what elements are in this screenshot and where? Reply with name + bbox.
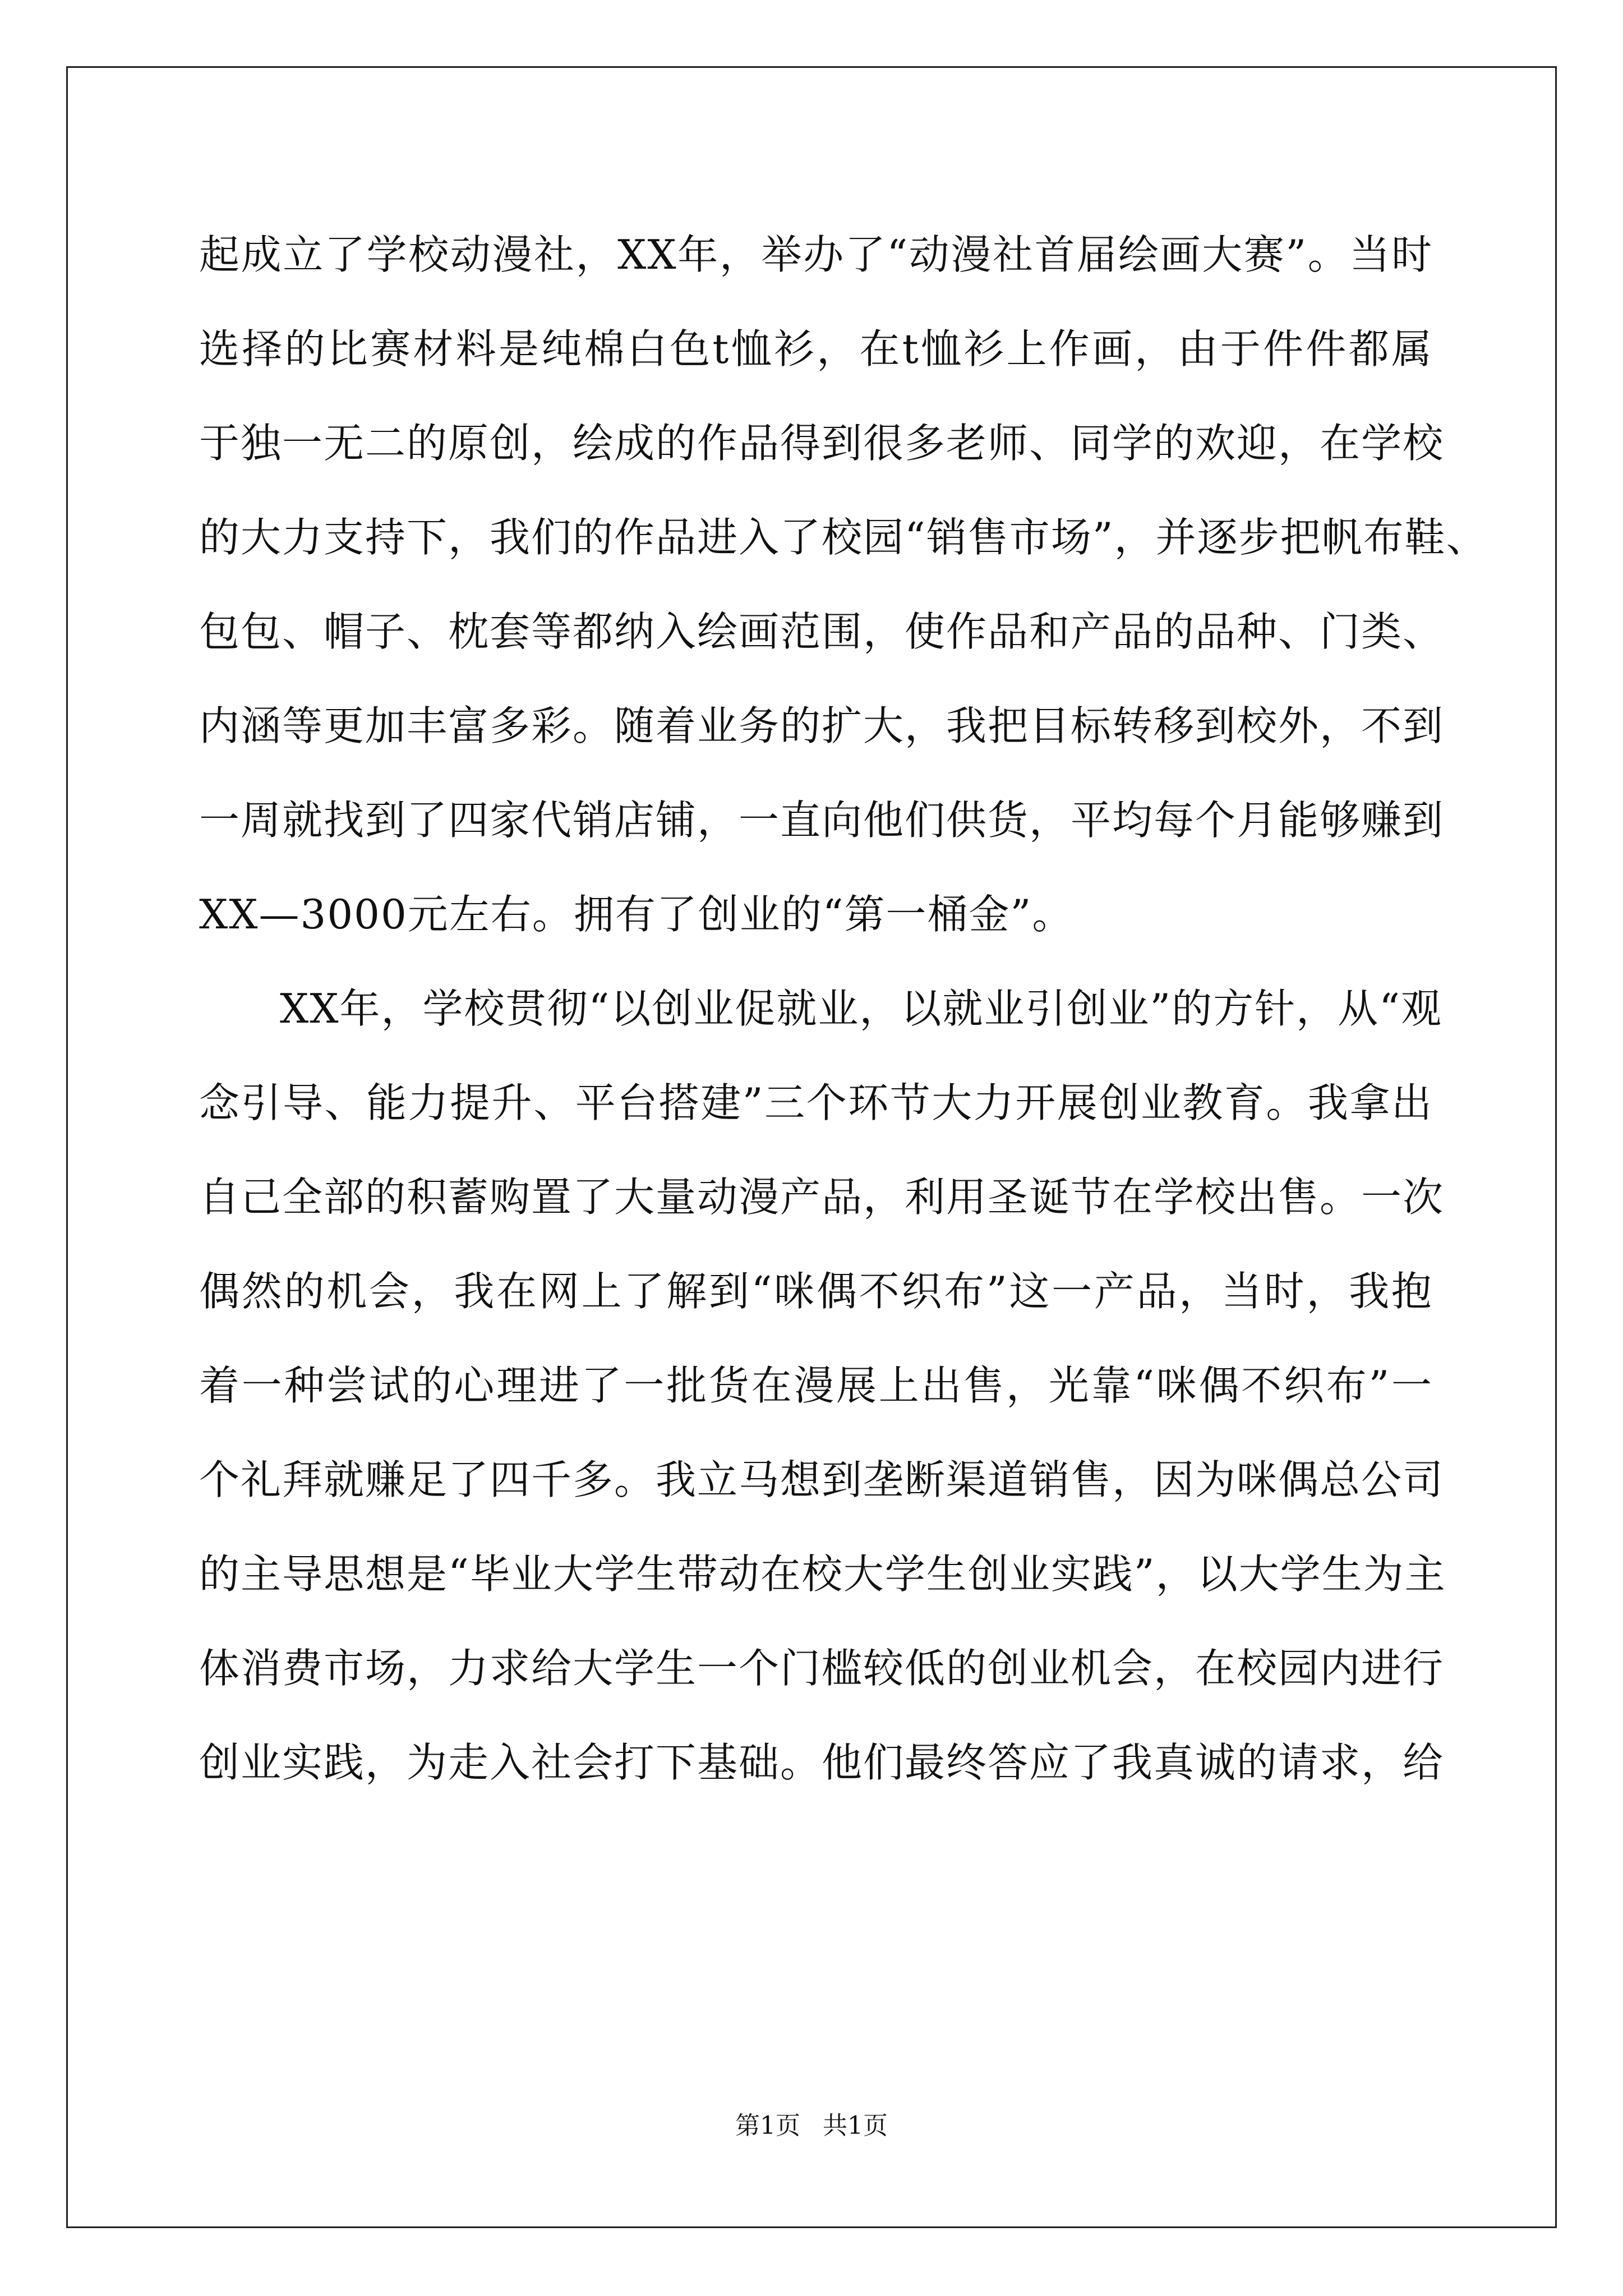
text-line: 起成立了学校动漫社，XX年，举办了“动漫社首届绘画大赛”。当时 [199, 231, 1433, 278]
text-line: 于独一无二的原创，绘成的作品得到很多老师、同学的欢迎，在学校 [199, 420, 1445, 467]
text-line: 的主导思想是“毕业大学生带动在校大学生创业实践”，以大学生为主 [199, 1550, 1446, 1598]
text-line: XX—3000元左右。拥有了创业的“第一桶金”。 [199, 891, 1074, 938]
text-line: 一周就找到了四家代销店铺，一直向他们供货，平均每个月能够赚到 [199, 797, 1445, 844]
text-line: 偶然的机会，我在网上了解到“咪偶不织布”这一产品，当时，我抱 [199, 1268, 1433, 1315]
page-number: 第1页 [735, 2111, 800, 2140]
paragraph-first-line: XX年，学校贯彻“以创业促就业，以就业引创业”的方针，从“观 [280, 985, 1442, 1032]
text-line: 包包、帽子、枕套等都纳入绘画范围，使作品和产品的品种、门类、 [199, 608, 1445, 655]
text-line: 念引导、能力提升、平台搭建”三个环节大力开展创业教育。我拿出 [199, 1079, 1433, 1126]
text-line: 内涵等更加丰富多彩。随着业务的扩大，我把目标转移到校外，不到 [199, 702, 1445, 749]
document-body [199, 208, 1488, 1810]
text-line: 着一种尝试的心理进了一批货在漫展上出售，光靠“咪偶不织布”一 [199, 1362, 1433, 1409]
text-line: 的大力支持下，我们的作品进入了校园“销售市场”，并逐步把帆布鞋、 [199, 514, 1488, 561]
text-line: 创业实践，为走入社会打下基础。他们最终答应了我真诚的请求，给 [199, 1739, 1445, 1786]
text-line: 自己全部的积蓄购置了大量动漫产品，利用圣诞节在学校出售。一次 [199, 1174, 1445, 1221]
text-line: 选择的比赛材料是纯棉白色t恤衫，在t恤衫上作画，由于件件都属 [199, 325, 1433, 372]
page-total: 共1页 [823, 2111, 888, 2140]
text-line: 体消费市场，力求给大学生一个门槛较低的创业机会，在校园内进行 [199, 1645, 1445, 1692]
text-line: 个礼拜就赚足了四千多。我立马想到垄断渠道销售，因为咪偶总公司 [199, 1456, 1445, 1503]
page-footer [0, 2109, 1623, 2143]
